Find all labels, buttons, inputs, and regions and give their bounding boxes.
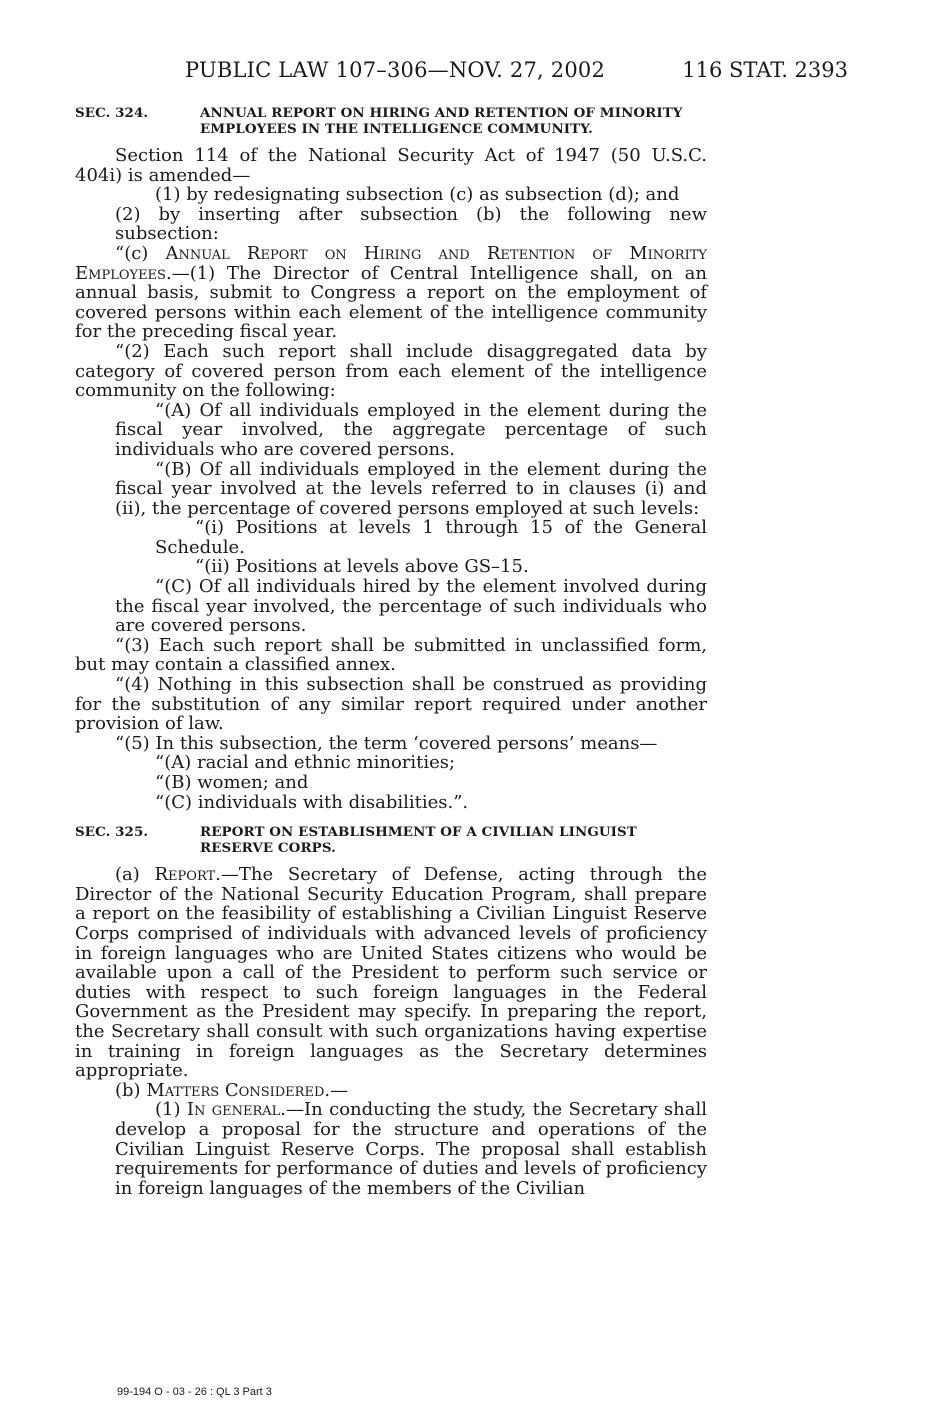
paragraph: “(C) individuals with disabilities.”.: [155, 791, 469, 813]
subsection-heading: Report.: [154, 864, 221, 886]
subsection-text: —In conducting the study, the Secretary shall develop a proposal for the structure and operations of the Civilian Linguist Reserve Corps. The proposal shall establish requirements for performance of duties and levels of proficiency in foreign languages of the members of the Civilian: [115, 1099, 707, 1199]
paragraph: “(A) Of all individuals employed in the element during the fiscal year involved, the aggregate percentage of such individuals who are covered persons.: [115, 399, 707, 460]
paragraph: [75, 865, 707, 1081]
paragraph: (1) by redesignating subsection (c) as subsection (d); and: [155, 184, 680, 206]
subsection-lead: “(c): [115, 242, 149, 264]
subsection-lead: (1): [155, 1099, 181, 1121]
section-title: REPORT ON ESTABLISHMENT OF A CIVILIAN LINGUIST RESERVE CORPS.: [200, 824, 637, 857]
paragraph: “(2) Each such report shall include disaggregated data by category of covered person from each element of the intelligence community on the following:: [75, 340, 707, 402]
paragraph: Section 114 of the National Security Act of 1947 (50 U.S.C. 404i) is amended—: [75, 145, 707, 186]
subsection-heading: In general.: [186, 1099, 287, 1121]
subsection-heading: Matters Considered.: [146, 1079, 331, 1101]
paragraph: [75, 244, 707, 342]
subsection-dash: —: [330, 1079, 349, 1101]
paragraph: “(i) Positions at levels 1 through 15 of the General Schedule.: [155, 517, 707, 558]
section-325-heading: [75, 824, 707, 856]
section-number: SEC. 324.: [75, 105, 149, 121]
subsection-lead: (b): [115, 1079, 141, 1101]
section-324-heading: [75, 105, 707, 137]
subsection-text: —(1) The Director of Central Intelligence shall, on an annual basis, submit to Congress a report on the employment of covered persons within each element of the intelligence community for the preceding fiscal year.: [75, 262, 707, 343]
paragraph: “(A) racial and ethnic minorities;: [155, 752, 456, 774]
paragraph: “(ii) Positions at levels above GS–15.: [195, 556, 529, 578]
document-body: [75, 105, 707, 1198]
paragraph: “(4) Nothing in this subsection shall be construed as providing for the substitution of any similar report required under another provision of law.: [75, 674, 707, 735]
page-footer: 99-194 O - 03 - 26 : QL 3 Part 3: [117, 1386, 272, 1398]
paragraph: “(5) In this subsection, the term ‘covered persons’ means—: [115, 732, 658, 754]
paragraph: “(B) women; and: [155, 772, 309, 793]
subsection-text: —The Secretary of Defense, acting through the Director of the National Security Education Program, shall prepare a report on the feasibility of establishing a Civilian Linguist Reserve Corps comprised of individuals with advanced levels of proficiency in foreign languages who are United States citizens who would be available upon a call of the President to perform such service or duties with respect to such foreign languages in the Federal Government as the President may specify. In preparing the report, the Secretary shall consult with such organizations having expertise in training in foreign languages as the Secretary determines appropriate.: [75, 864, 707, 1082]
subsection-lead: (a): [115, 864, 140, 886]
spacer: [75, 812, 707, 824]
paragraph: [75, 1100, 707, 1198]
paragraph: “(B) Of all individuals employed in the element during the fiscal year involved at the levels referred to in clauses (i) and (ii), the percentage of covered persons employed at such levels:: [115, 458, 707, 519]
page-header-stat: 116 STAT. 2393: [682, 58, 848, 82]
paragraph: “(3) Each such report shall be submitted in unclassified form, but may contain a classified annex.: [75, 634, 707, 676]
page-header-title: PUBLIC LAW 107–306—NOV. 27, 2002: [185, 58, 606, 82]
section-number: SEC. 325.: [75, 824, 149, 841]
section-title: ANNUAL REPORT ON HIRING AND RETENTION OF MINORITY EMPLOYEES IN THE INTELLIGENCE COMMUNITY.: [200, 105, 683, 137]
paragraph: (2) by inserting after subsection (b) the following new subsection:: [115, 203, 707, 245]
subsection-heading: Annual Report on Hiring and Retention of Minority Employees.: [75, 242, 707, 284]
paragraph: [75, 1081, 707, 1101]
paragraph: “(C) Of all individuals hired by the element involved during the fiscal year involved, the percentage of such individuals who are covered persons.: [115, 576, 707, 637]
